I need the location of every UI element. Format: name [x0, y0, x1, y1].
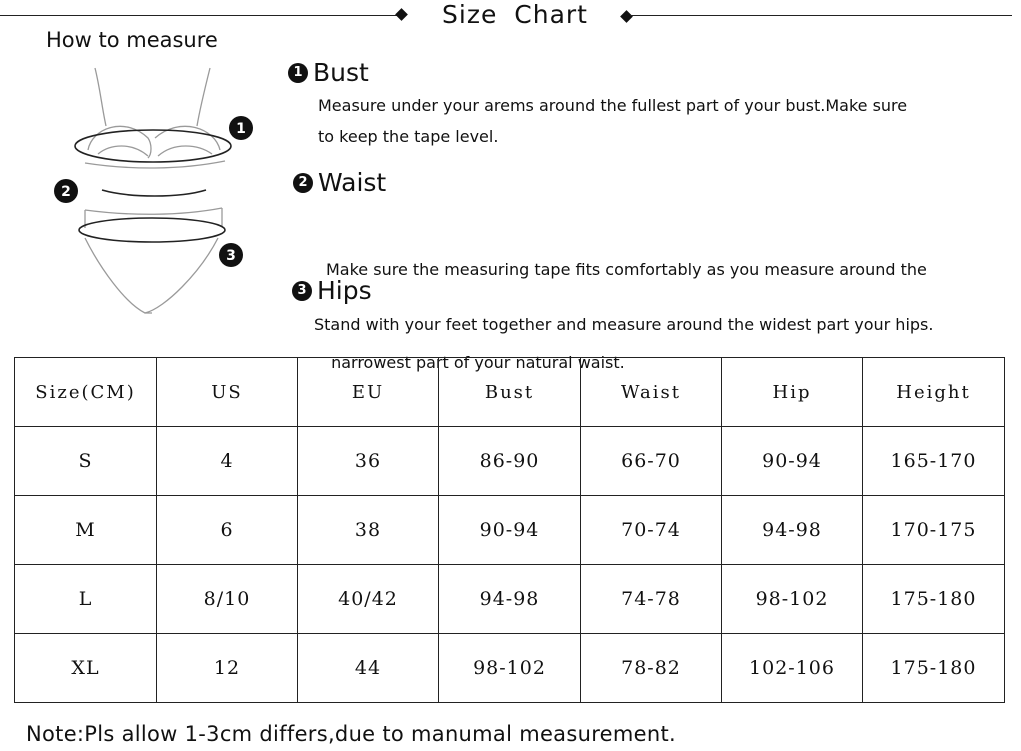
marker-2-icon	[54, 179, 78, 203]
table-cell: L	[15, 565, 157, 634]
diamond-icon	[620, 10, 633, 23]
svg-text:1: 1	[236, 121, 246, 137]
table-cell: 175-180	[863, 565, 1005, 634]
bust-title: Bust	[313, 58, 369, 87]
hips-title: Hips	[317, 276, 372, 305]
header-rule-left	[0, 15, 398, 16]
hips-instructions	[314, 309, 933, 340]
table-cell: 4	[157, 427, 298, 496]
header-rule-right	[630, 15, 1012, 16]
table-header-row	[15, 358, 1005, 427]
table-cell: 8/10	[157, 565, 298, 634]
table-cell: 38	[298, 496, 439, 565]
table-cell: 78-82	[581, 634, 722, 703]
bikini-measurement-figure	[40, 58, 270, 328]
marker-3-icon: 3	[292, 281, 312, 301]
header-size: Size(CM)	[15, 358, 157, 427]
table-cell: 44	[298, 634, 439, 703]
diamond-icon	[395, 8, 408, 21]
table-cell: 6	[157, 496, 298, 565]
table-cell: 94-98	[439, 565, 581, 634]
table-cell: M	[15, 496, 157, 565]
waist-instruction-line: narrowest part of your natural waist.	[326, 353, 625, 372]
table-cell: 98-102	[722, 565, 863, 634]
header-waist: Waist	[581, 358, 722, 427]
measurement-note: Note:Pls allow 1-3cm differs,due to manumal measurement.	[26, 722, 676, 746]
size-table	[14, 357, 1005, 703]
marker-2-icon: 2	[293, 173, 313, 193]
table-cell: 86-90	[439, 427, 581, 496]
table-cell: 90-94	[439, 496, 581, 565]
header-hip: Hip	[722, 358, 863, 427]
marker-3-icon	[219, 243, 243, 267]
table-cell: 90-94	[722, 427, 863, 496]
bust-instructions	[318, 90, 907, 152]
table-row	[15, 565, 1005, 634]
table-cell: 70-74	[581, 496, 722, 565]
svg-text:2: 2	[61, 184, 71, 200]
hips-instruction-line: Stand with your feet together and measure around the widest part your hips.	[314, 315, 934, 334]
bust-instruction-line: to keep the tape level.	[318, 127, 499, 146]
table-cell: 98-102	[439, 634, 581, 703]
table-cell: 94-98	[722, 496, 863, 565]
table-cell: 165-170	[863, 427, 1005, 496]
table-cell: 66-70	[581, 427, 722, 496]
table-cell: 74-78	[581, 565, 722, 634]
table-row	[15, 427, 1005, 496]
hips-heading	[292, 276, 372, 305]
waist-instruction-line: Make sure the measuring tape fits comfortably as you measure around the	[326, 260, 927, 279]
bust-instruction-line: Measure under your arems around the fullest part of your bust.Make sure	[318, 96, 908, 115]
table-cell: 175-180	[863, 634, 1005, 703]
table-cell: 170-175	[863, 496, 1005, 565]
svg-text:3: 3	[226, 248, 236, 264]
header-bust: Bust	[439, 358, 581, 427]
header-height: Height	[863, 358, 1005, 427]
marker-1-icon	[229, 116, 253, 140]
page-title: Size Chart	[442, 0, 588, 29]
table-cell: XL	[15, 634, 157, 703]
table-cell: 36	[298, 427, 439, 496]
waist-title: Waist	[318, 168, 387, 197]
table-cell: 102-106	[722, 634, 863, 703]
table-cell: 12	[157, 634, 298, 703]
bust-heading	[288, 58, 369, 87]
table-cell: 40/42	[298, 565, 439, 634]
table-row	[15, 496, 1005, 565]
marker-1-icon: 1	[288, 63, 308, 83]
how-to-measure-label: How to measure	[46, 28, 218, 52]
table-cell: S	[15, 427, 157, 496]
header-eu: EU	[298, 358, 439, 427]
header-us: US	[157, 358, 298, 427]
table-row	[15, 634, 1005, 703]
